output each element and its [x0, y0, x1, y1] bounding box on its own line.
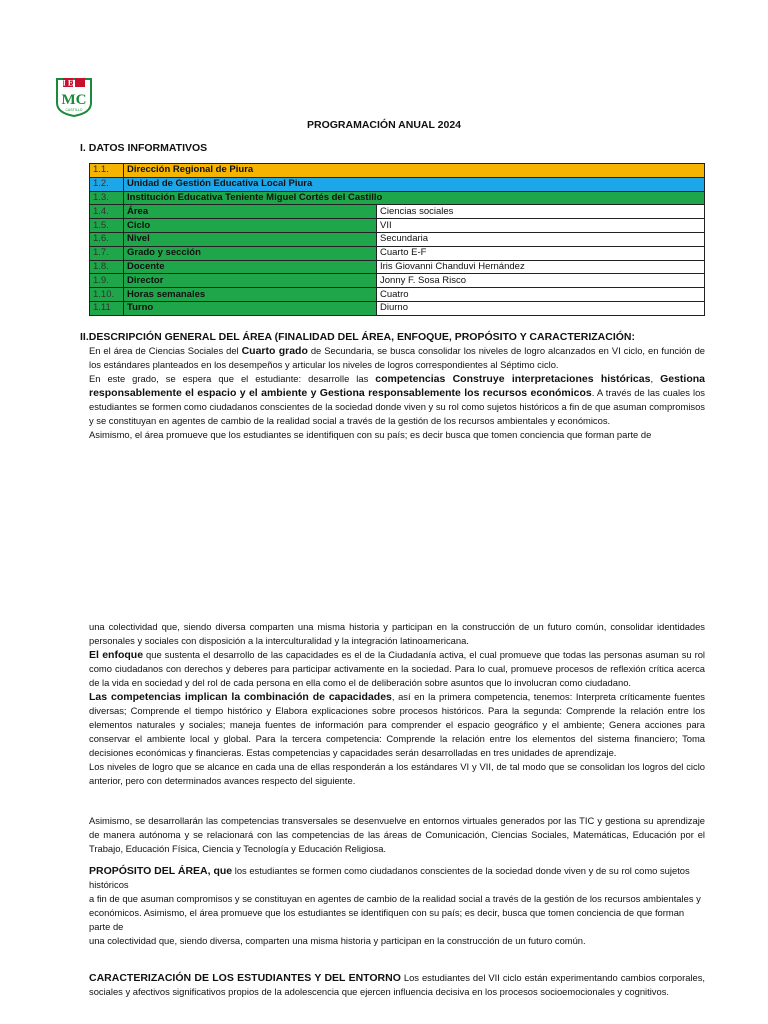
text: En este grado, se espera que el estudiante: desarrolle las: [89, 373, 376, 384]
row-value: Cuatro: [377, 288, 705, 302]
info-table: [89, 163, 705, 316]
bold-text: PROPÓSITO DEL ÁREA, que: [89, 865, 233, 877]
table-row: [90, 232, 705, 246]
row-value: Iris Giovanni Chanduvi Hernández: [377, 260, 705, 274]
row-value: Secundaria: [377, 232, 705, 246]
section-heading-datos: I. DATOS INFORMATIVOS: [80, 142, 208, 154]
text: que sustenta el desarrollo de las capacidades es el de la Ciudadanía activa, el cual promueve que todas las personas asuman su rol como ciudadanos con derechos y deberes para participar activamente en la sociedad. Para lo cual, promueve procesos de reflexión crítica acerca de la vida en sociedad y del rol de cada persona en ella como el de deliberación sobre asuntos que lo involucran como ciudadano.: [89, 649, 706, 688]
row-number: 1.7.: [90, 246, 124, 260]
row-label: Grado y sección: [124, 246, 377, 260]
row-label: Director: [124, 274, 377, 288]
logo-bottom-text: CASTILLO: [65, 108, 83, 112]
text: económicos. Asimismo, el área promueve que los estudiantes se identifiquen con su país; es decir, busca que tomen conciencia de que forman parte de: [89, 907, 685, 932]
bold-text: CARACTERIZACIÓN DE LOS ESTUDIANTES Y DEL ENTORNO: [89, 972, 401, 984]
row-number: 1.2.: [90, 177, 124, 191]
row-label: Unidad de Gestión Educativa Local Piura: [124, 177, 705, 191]
text: una colectividad que, siendo diversa, comparten una misma historia y participan en la construcción de un futuro común.: [89, 935, 586, 946]
text: . A través de las cuales los estudiantes se formen como ciudadanos conscientes de la sociedad donde viven y su rol como sujetos históricos a fin de que asuman compromisos y se constituyan en agentes de cambio de la realidad social a través de la gestión de los recursos ambientales y económicos.: [89, 387, 705, 426]
table-row: [90, 205, 705, 219]
table-row: [90, 260, 705, 274]
text: En el área de Ciencias Sociales del: [89, 345, 242, 356]
paragraph-transversales: Asimismo, se desarrollarán las competencias transversales se desenvuelve en entornos virtuales generados por las TIC y gestiona su aprendizaje de manera autónoma y se relacionará con las competencias de las áreas de Comunicación, Ciencias Sociales, Matemáticas, Educación por el Trabajo, Educación Física, Ciencia y Tecnología y Educación Religiosa.: [89, 815, 705, 854]
row-number: 1.8.: [90, 260, 124, 274]
bold-text: Las competencias implican la combinación de capacidades: [89, 691, 392, 703]
text: Los estudiantes del VII ciclo están experimentando cambios corporales, sociales y afectivos significativos propios de la adolescencia que ejercen influencia decisiva en los procesos socioemocionales y cognitivos.: [89, 972, 705, 997]
bold-text: Gestiona responsablemente el espacio y el ambiente y Gestiona responsablemente los recursos económicos: [89, 373, 705, 399]
row-label: Institución Educativa Teniente Miguel Cortés del Castillo: [124, 191, 705, 205]
row-number: 1.9.: [90, 274, 124, 288]
section-heading-descripcion: II.DESCRIPCIÓN GENERAL DEL ÁREA (FINALIDAD DEL ÁREA, ENFOQUE, PROPÓSITO Y CARACTERIZACIÓN:: [80, 331, 635, 343]
logo-top-text: I E: [62, 78, 74, 88]
row-label: Nivel: [124, 232, 377, 246]
row-label: Horas semanales: [124, 288, 377, 302]
document-title: PROGRAMACIÓN ANUAL 2024: [306, 119, 462, 131]
table-row: [90, 246, 705, 260]
table-row: [90, 191, 705, 205]
row-label: Área: [124, 205, 377, 219]
paragraph-caracterizacion: [89, 971, 705, 999]
bold-text: Cuarto grado: [241, 345, 308, 357]
bold-text: El enfoque: [89, 649, 144, 661]
row-label: Turno: [124, 301, 377, 315]
row-number: 1.1.: [90, 164, 124, 178]
row-number: 1.10.: [90, 288, 124, 302]
row-number: 1.11: [90, 301, 124, 315]
table-row: [90, 274, 705, 288]
row-number: 1.4.: [90, 205, 124, 219]
text: de Secundaria, se busca consolidar los niveles de logro alcanzados en VI ciclo, en función de los estándares planteados en los desempeños y articular los niveles de logros correspondientes al Séptimo ciclo.: [89, 345, 705, 370]
text: los estudiantes se formen como ciudadanos conscientes de la sociedad donde viven y de su rol como sujetos históricos: [89, 865, 690, 890]
row-number: 1.5.: [90, 219, 124, 233]
row-number: 1.3.: [90, 191, 124, 205]
school-logo: [55, 77, 93, 117]
paragraph-intro: [89, 344, 705, 442]
text: ,: [650, 373, 661, 384]
text: una colectividad que, siendo diversa comparten una misma historia y participan en la construcción de un futuro común, consolidar identidades personales y sociales con disposición a la interculturalidad y la integración latinoamericana.: [89, 621, 705, 646]
table-row: [90, 288, 705, 302]
bold-text: competencias Construye interpretaciones históricas: [375, 373, 651, 385]
row-value: VII: [377, 219, 705, 233]
text: , así en la primera competencia, tenemos: Interpreta críticamente fuentes diversas; Comprende el tiempo histórico y Elabora explicaciones sobre procesos históricos. Para la segunda: Comprende la relación entre los elementos naturales y sociales; maneja fuentes de información para comprender el espacio geográfico y el ambiente; Genera acciones para conservar el ambiente local y global. Para la tercera competencia: Comprende la relación entre los elementos del sistema financiero; Toma decisiones económicas y financieras. Estas competencias y capacidades serán desarrolladas en tres unidades de aprendizaje.: [89, 691, 705, 758]
logo-main-text: MC: [61, 92, 87, 108]
text: Asimismo, el área promueve que los estudiantes se identifiquen con su país; es decir busca que tomen conciencia que forman parte de: [89, 429, 652, 440]
row-label: Dirección Regional de Piura: [124, 164, 705, 178]
paragraph-proposito: [62, 864, 707, 948]
row-value: Jonny F. Sosa Risco: [377, 274, 705, 288]
table-row: [90, 164, 705, 178]
paragraph-enfoque: [89, 620, 705, 788]
text: a fin de que asuman compromisos y se constituyan en agentes de cambio de la realidad social a través de la gestión de los recursos ambientales y: [89, 893, 701, 904]
row-label: Ciclo: [124, 219, 377, 233]
table-row: [90, 219, 705, 233]
table-row: [90, 177, 705, 191]
text: Los niveles de logro que se alcance en cada una de ellas responderán a los estándares VI y VII, de tal modo que se consolidan los logros del ciclo anterior, pero con determinados avances respecto del siguiente.: [89, 761, 705, 786]
row-value: Ciencias sociales: [377, 205, 705, 219]
row-value: Cuarto E-F: [377, 246, 705, 260]
row-label: Docente: [124, 260, 377, 274]
row-value: Diurno: [377, 301, 705, 315]
row-number: 1.6.: [90, 232, 124, 246]
table-row: [90, 301, 705, 315]
